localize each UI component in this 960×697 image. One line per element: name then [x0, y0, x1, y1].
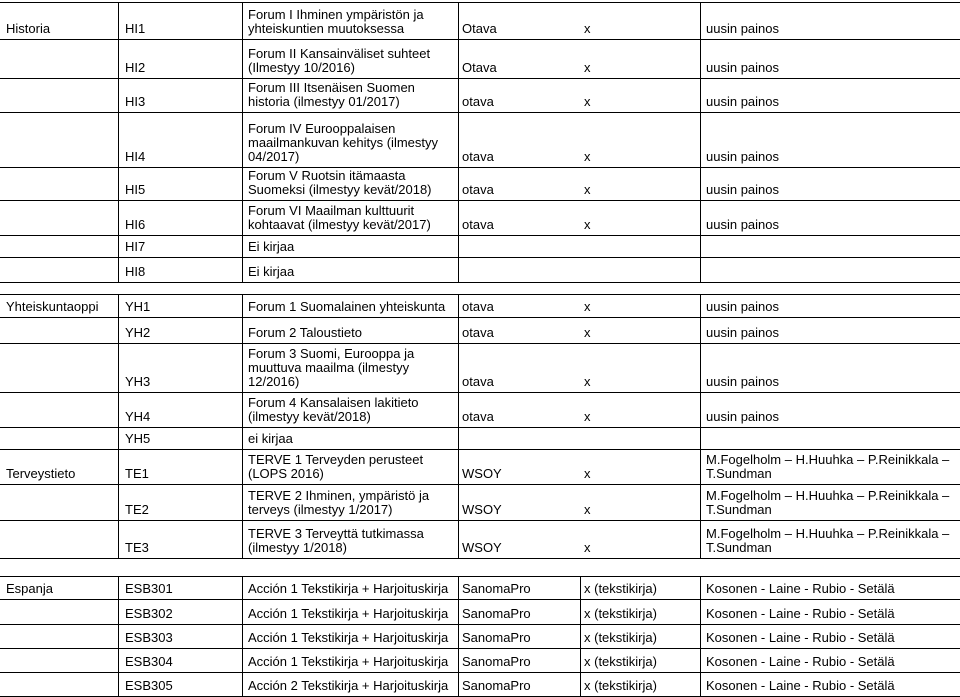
- course-code-cell: HI2: [125, 60, 146, 75]
- course-code-cell: HI5: [125, 182, 146, 197]
- subject-cell: Yhteiskuntaoppi: [6, 299, 99, 314]
- course-code-cell: HI1: [125, 21, 146, 36]
- book-title-cell: Acción 1 Tekstikirja + Harjoituskirja: [248, 654, 449, 669]
- publisher-cell: otava: [462, 149, 494, 164]
- book-title-cell: Acción 2 Tekstikirja + Harjoituskirja: [248, 678, 449, 693]
- publisher-cell: WSOY: [462, 540, 502, 555]
- book-title-cell: Ei kirjaa: [248, 239, 295, 254]
- publisher-cell: otava: [462, 94, 494, 109]
- yhteiskuntaoppi-terveystieto-table: [0, 294, 960, 558]
- purchase-mark-cell: x: [584, 374, 591, 389]
- edition-author-cell: M.Fogelholm – H.Huuhka – P.Reinikkala – T.Sundman: [706, 526, 950, 555]
- publisher-cell: SanomaPro: [462, 581, 531, 596]
- edition-author-cell: uusin painos: [706, 94, 779, 109]
- table-row: [0, 235, 960, 257]
- table-row: [0, 449, 960, 484]
- edition-author-cell: M.Fogelholm – H.Huuhka – P.Reinikkala – T.Sundman: [706, 488, 950, 517]
- book-title-cell: Forum I Ihminen ympäristön ja yhteiskuntien muutoksessa: [248, 7, 424, 36]
- course-code-cell: TE3: [125, 540, 149, 555]
- table-row: [0, 167, 960, 200]
- course-code-cell: ESB305: [125, 678, 173, 693]
- book-title-cell: Forum 3 Suomi, Eurooppa ja muuttuva maailma (ilmestyy 12/2016): [248, 346, 415, 389]
- book-title-cell: Forum IV Eurooppalaisen maailmankuvan kehitys (ilmestyy 04/2017): [248, 121, 439, 164]
- purchase-mark-cell: x: [584, 409, 591, 424]
- publisher-cell: otava: [462, 217, 494, 232]
- course-code-cell: ESB304: [125, 654, 173, 669]
- edition-author-cell: uusin painos: [706, 374, 779, 389]
- course-code-cell: HI6: [125, 217, 146, 232]
- book-title-cell: TERVE 3 Terveyttä tutkimassa (ilmestyy 1/2018): [248, 526, 424, 555]
- table-row: [0, 317, 960, 343]
- purchase-mark-cell: x: [584, 217, 591, 232]
- subject-cell: Terveystieto: [6, 466, 76, 481]
- edition-author-cell: uusin painos: [706, 21, 779, 36]
- purchase-mark-cell: x: [584, 540, 591, 555]
- course-code-cell: HI3: [125, 94, 146, 109]
- edition-author-cell: uusin painos: [706, 182, 779, 197]
- course-code-cell: TE2: [125, 502, 149, 517]
- edition-author-cell: uusin painos: [706, 299, 779, 314]
- purchase-mark-cell: x (tekstikirja): [584, 678, 657, 693]
- table-row: [0, 200, 960, 235]
- table-row: [0, 39, 960, 78]
- course-code-cell: YH4: [125, 409, 151, 424]
- publisher-cell: WSOY: [462, 466, 502, 481]
- row-divider: [0, 558, 960, 559]
- publisher-cell: otava: [462, 374, 494, 389]
- table-row: [0, 2, 960, 39]
- book-title-cell: Ei kirjaa: [248, 264, 295, 279]
- historia-table: [0, 2, 960, 282]
- book-title-cell: TERVE 2 Ihminen, ympäristö ja terveys (ilmestyy 1/2017): [248, 488, 430, 517]
- table-row: [0, 78, 960, 112]
- publisher-cell: otava: [462, 182, 494, 197]
- edition-author-cell: uusin painos: [706, 325, 779, 340]
- edition-author-cell: uusin painos: [706, 409, 779, 424]
- publisher-cell: Otava: [462, 60, 497, 75]
- purchase-mark-cell: x: [584, 299, 591, 314]
- table-row: [0, 520, 960, 558]
- publisher-cell: Otava: [462, 21, 497, 36]
- espanja-table: [0, 576, 960, 696]
- purchase-mark-cell: x: [584, 60, 591, 75]
- purchase-mark-cell: x: [584, 182, 591, 197]
- table-row: [0, 672, 960, 696]
- book-title-cell: Forum III Itsenäisen Suomen historia (ilmestyy 01/2017): [248, 80, 415, 109]
- purchase-mark-cell: x (tekstikirja): [584, 654, 657, 669]
- course-code-cell: HI8: [125, 264, 146, 279]
- book-title-cell: Forum V Ruotsin itämaasta Suomeksi (ilmestyy kevät/2018): [248, 168, 432, 197]
- course-code-cell: YH5: [125, 431, 151, 446]
- edition-author-cell: Kosonen - Laine - Rubio - Setälä: [706, 630, 895, 645]
- publisher-cell: WSOY: [462, 502, 502, 517]
- purchase-mark-cell: x: [584, 149, 591, 164]
- purchase-mark-cell: x: [584, 325, 591, 340]
- course-code-cell: YH3: [125, 374, 151, 389]
- book-title-cell: Acción 1 Tekstikirja + Harjoituskirja: [248, 581, 449, 596]
- row-divider: [0, 282, 960, 283]
- course-code-cell: HI4: [125, 149, 146, 164]
- edition-author-cell: Kosonen - Laine - Rubio - Setälä: [706, 654, 895, 669]
- edition-author-cell: uusin painos: [706, 149, 779, 164]
- table-row: [0, 112, 960, 167]
- course-code-cell: ESB303: [125, 630, 173, 645]
- edition-author-cell: uusin painos: [706, 60, 779, 75]
- course-code-cell: TE1: [125, 466, 149, 481]
- publisher-cell: otava: [462, 299, 494, 314]
- book-title-cell: ei kirjaa: [248, 431, 293, 446]
- book-title-cell: Forum 4 Kansalaisen lakitieto (ilmestyy kevät/2018): [248, 395, 419, 424]
- subject-cell: Espanja: [6, 581, 53, 596]
- table-row: [0, 576, 960, 599]
- publisher-cell: SanomaPro: [462, 630, 531, 645]
- publisher-cell: otava: [462, 409, 494, 424]
- table-row: [0, 427, 960, 449]
- course-code-cell: HI7: [125, 239, 146, 254]
- book-title-cell: Acción 1 Tekstikirja + Harjoituskirja: [248, 630, 449, 645]
- table-row: [0, 294, 960, 317]
- purchase-mark-cell: x: [584, 21, 591, 36]
- purchase-mark-cell: x: [584, 502, 591, 517]
- book-title-cell: Forum 1 Suomalainen yhteiskunta: [248, 299, 446, 314]
- edition-author-cell: M.Fogelholm – H.Huuhka – P.Reinikkala – T.Sundman: [706, 452, 950, 481]
- book-title-cell: Forum VI Maailman kulttuurit kohtaavat (ilmestyy kevät/2017): [248, 203, 431, 232]
- course-code-cell: YH1: [125, 299, 151, 314]
- book-title-cell: TERVE 1 Terveyden perusteet (LOPS 2016): [248, 452, 424, 481]
- purchase-mark-cell: x: [584, 94, 591, 109]
- publisher-cell: SanomaPro: [462, 678, 531, 693]
- table-row: [0, 624, 960, 648]
- edition-author-cell: uusin painos: [706, 217, 779, 232]
- purchase-mark-cell: x: [584, 466, 591, 481]
- table-row: [0, 484, 960, 520]
- publisher-cell: otava: [462, 325, 494, 340]
- purchase-mark-cell: x (tekstikirja): [584, 606, 657, 621]
- course-code-cell: ESB302: [125, 606, 173, 621]
- edition-author-cell: Kosonen - Laine - Rubio - Setälä: [706, 606, 895, 621]
- table-row: [0, 392, 960, 427]
- purchase-mark-cell: x (tekstikirja): [584, 630, 657, 645]
- table-row: [0, 343, 960, 392]
- book-title-cell: Acción 1 Tekstikirja + Harjoituskirja: [248, 606, 449, 621]
- table-row: [0, 648, 960, 672]
- publisher-cell: SanomaPro: [462, 606, 531, 621]
- book-title-cell: Forum 2 Taloustieto: [248, 325, 362, 340]
- subject-cell: Historia: [6, 21, 51, 36]
- book-title-cell: Forum II Kansainväliset suhteet (Ilmestyy 10/2016): [248, 46, 431, 75]
- edition-author-cell: Kosonen - Laine - Rubio - Setälä: [706, 581, 895, 596]
- table-row: [0, 599, 960, 624]
- publisher-cell: SanomaPro: [462, 654, 531, 669]
- course-code-cell: YH2: [125, 325, 151, 340]
- purchase-mark-cell: x (tekstikirja): [584, 581, 657, 596]
- course-code-cell: ESB301: [125, 581, 173, 596]
- table-row: [0, 257, 960, 282]
- edition-author-cell: Kosonen - Laine - Rubio - Setälä: [706, 678, 895, 693]
